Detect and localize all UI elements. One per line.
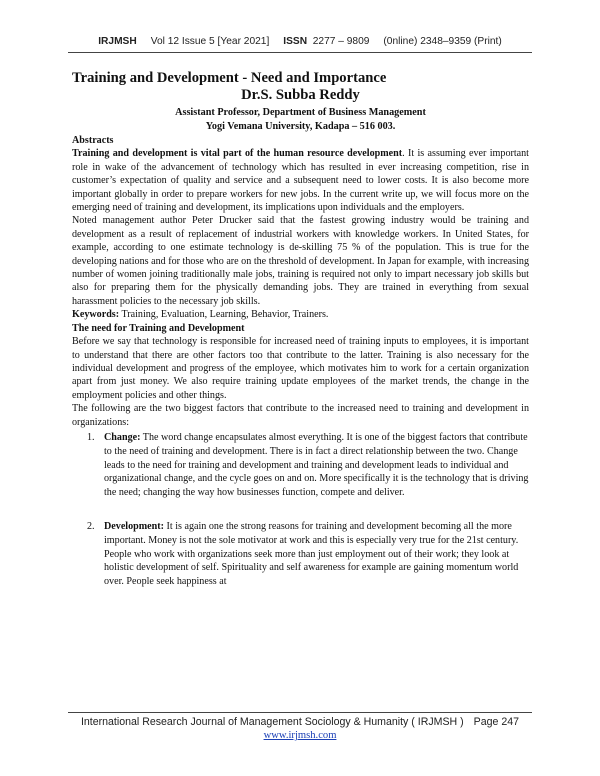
abstract-p1-text: . It is assuming ever important role in wake of the advancement of technology which has resulted in ever increasing competition, rise in customer’s expectation of quality and service and a subsequent need to lower costs. It is also become more important globally in order to prepare workers for new jobs. In the current write up, we will focus more on the emerging need of training and development, its implications upon individuals and the employers. [72, 148, 529, 214]
list-item-label: Development: [104, 520, 164, 532]
running-footer [0, 716, 600, 742]
list-item-label: Change: [104, 431, 141, 443]
abstract-lead: Training and development is vital part of the human resource development [72, 148, 403, 160]
affiliation-line-1: Assistant Professor, Department of Business Management [175, 107, 426, 118]
author-name: Dr.S. Subba Reddy [241, 87, 360, 103]
header-rule [68, 52, 532, 53]
footer-journal-name: International Research Journal of Management Sociology & Humanity ( IRJMSH ) [80, 716, 464, 728]
list-item-text: The word change encapsulates almost everything. It is one of the biggest factors that contribute to the need of training and development. There is in fact a direct relationship between the two. Change leads to the need for training and development and training and development leads to individual and organizational change, and the cycle goes on and on. More specifically it is the technology that is driving the need; changing the way how businesses function, compete and deliver. [104, 431, 529, 499]
running-header [0, 36, 600, 47]
footer-journal-line [0, 716, 600, 729]
page-number: Page 247 [473, 716, 520, 728]
list-item [72, 431, 529, 500]
keywords [72, 308, 529, 321]
issn-label: ISSN [283, 36, 308, 47]
list-number: 2. [87, 520, 95, 532]
factor-list [72, 431, 529, 589]
journal-abbrev: IRJMSH [98, 36, 137, 47]
page-body [72, 70, 529, 589]
issn-number: 2277 – 9809 [312, 36, 370, 47]
volume-info: Vol 12 Issue 5 [Year 2021] [150, 36, 270, 47]
article-title: Training and Development - Need and Importance [72, 70, 387, 86]
abstract-paragraph-1 [72, 147, 529, 214]
keywords-text: Training, Evaluation, Learning, Behavior, Trainers. [119, 309, 329, 321]
list-number: 1. [87, 431, 95, 443]
affiliation-line-2: Yogi Vemana University, Kadapa – 516 003. [205, 121, 396, 132]
list-item [72, 520, 529, 589]
abstract-heading: Abstracts [72, 135, 114, 146]
journal-website-link[interactable]: www.irjmsh.com [263, 730, 337, 741]
footer-rule [68, 712, 532, 713]
section-paragraph-2: The following are the two biggest factors that contribute to the increased need to training and development in organizations: [72, 403, 529, 428]
list-item-text: It is again one the strong reasons for training and development becoming all the more important. Money is not the sole motivator at work and this is especially very true for the 21st century. People who work with organizations seek more than just employment out of their work; they look at holistic development of self. Spirituality and self awareness for example are gaining momentum world over. People seek happiness at [104, 520, 519, 588]
eissn-number: (0nline) 2348–9359 (Print) [383, 36, 502, 47]
keywords-label: Keywords: [72, 309, 120, 321]
abstract-paragraph-2: Noted management author Peter Drucker said that the fastest growing industry would be training and development as a result of replacement of industrial workers with knowledge workers. In United States, for example, according to one estimate technology is de-skilling 75 % of the population. This is true for the developing nations and for those who are on the threshold of development. In Japan for example, with increasing number of women joining traditionally male jobs, training is required not only to impart necessary job skills but also for preparing them for the physically demanding jobs. They are trained in everything from sexual harassment policies to the necessary job skills. [72, 215, 529, 307]
section-heading: The need for Training and Development [72, 322, 245, 334]
section-paragraph-1: Before we say that technology is responsible for increased need of training inputs to employees, it is important to understand that there are other factors too that contribute to the latter. Training is also necessary for the individual development and progress of the employee, which motivates him to work for a certain organization apart from just money. We also require training update employees of the market trends, the change in the employment policies and other things. [72, 336, 529, 401]
